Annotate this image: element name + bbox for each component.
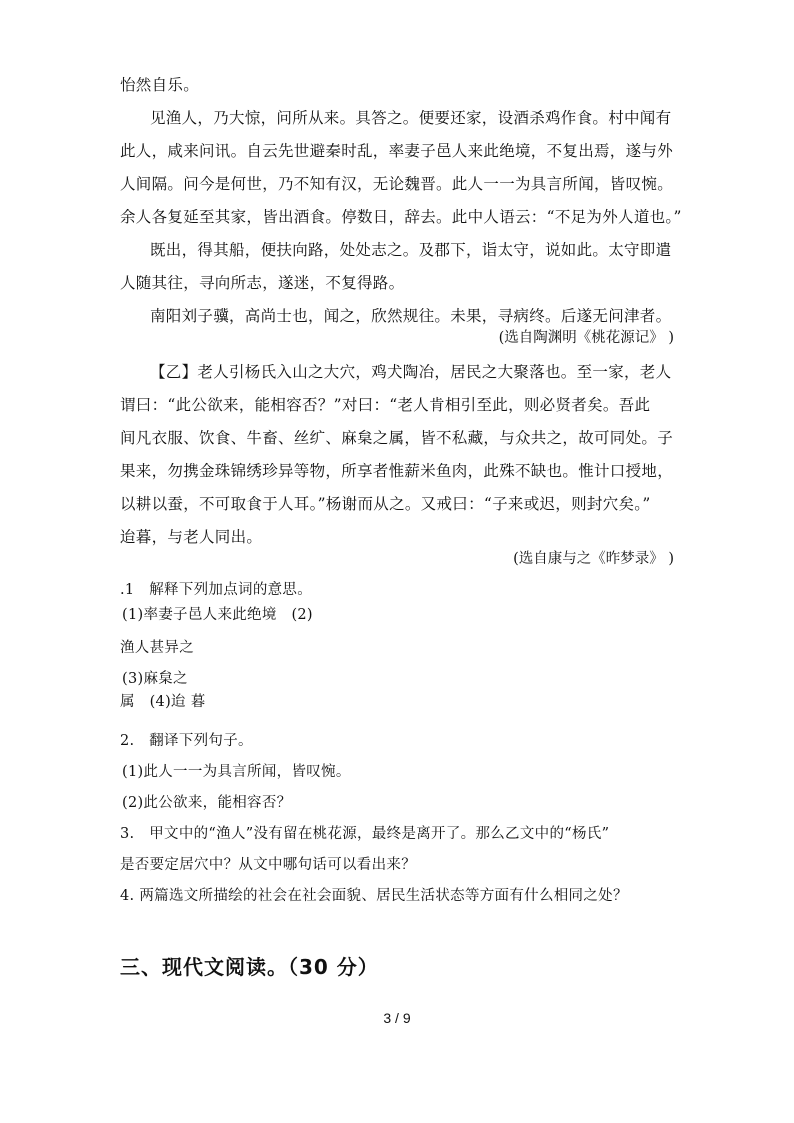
question-2-prompt: 2. 翻译下列句子。: [120, 733, 253, 749]
question-4-prompt: 4. 两篇选文所描绘的社会在社会面貌、居民生活状态等方面有什么相同之处？: [120, 888, 628, 904]
passage-jia-line-1: 怡然自乐。: [120, 76, 200, 94]
passage-yi-line-1: 【乙】老人引杨氏入山之大穴，鸡犬陶冶，居民之大聚落也。至一家，老人: [150, 363, 672, 381]
passage-jia-line-7: 人随其往，寻向所志，遂迷，不复得路。: [120, 274, 405, 292]
source-citation-yi: (选自康与之《昨梦录》 ): [513, 551, 674, 567]
section-heading: 三、现代文阅读。（30 分）: [120, 955, 379, 979]
passage-yi-line-3: 间凡衣服、饮食、牛畜、丝纩、麻枲之属，皆不私藏，与众共之，故可同处。子: [120, 429, 674, 447]
source-citation-jia: (选自陶渊明《桃花源记》 ): [498, 330, 674, 346]
question-1-item-2: 渔人甚异之: [120, 640, 194, 656]
question-2-item-2: (2)此公欲来，能相容否？: [122, 795, 292, 811]
passage-jia-line-5: 余人各复延至其家，皆出酒食。停数日，辞去。此中人语云：“不足为外人道也。”: [120, 208, 682, 226]
question-1-item-4: 属 (4)迨 暮: [120, 694, 206, 710]
question-1-item-1: (1)率妻子邑人来此绝境 (2): [122, 607, 313, 623]
passage-jia-line-4: 人间隔。问今是何世，乃不知有汉，无论魏晋。此人一一为具言所闻，皆叹惋。: [120, 175, 674, 193]
passage-jia-line-3: 此人，咸来问讯。自云先世避秦时乱，率妻子邑人来此绝境，不复出焉，遂与外: [120, 142, 674, 160]
question-2-item-1: (1)此人一一为具言所闻，皆叹惋。: [122, 764, 351, 780]
question-1-item-3: (3)麻枲之: [122, 671, 188, 687]
passage-yi-line-4: 果来，勿携金珠锦绣珍异等物，所享者惟薪米鱼肉，此殊不缺也。惟计口授地，: [120, 462, 674, 480]
question-1-prompt: .1 解释下列加点词的意思。: [120, 582, 313, 598]
passage-yi-line-5: 以耕以蚕，不可取食于人耳。”杨谢而从之。又戒曰：“子来或迟，则封穴矣。”: [120, 495, 651, 513]
passage-jia-line-2: 见渔人，乃大惊，问所从来。具答之。便要还家，设酒杀鸡作食。村中闻有: [150, 109, 672, 127]
page-number: 3 / 9: [383, 1010, 411, 1026]
question-3-line-1: 3. 甲文中的“渔人”没有留在桃花源，最终是离开了。那么乙文中的“杨氏”: [120, 826, 610, 842]
passage-jia-line-6: 既出，得其船，便扶向路，处处志之。及郡下，诣太守，说如此。太守即遣: [150, 241, 672, 259]
passage-jia-line-8: 南阳刘子骥，高尚士也，闻之，欣然规往。未果，寻病终。后遂无问津者。: [150, 307, 672, 325]
passage-yi-line-6: 迨暮，与老人同出。: [120, 528, 263, 546]
question-3-line-2: 是否要定居穴中？从文中哪句话可以看出来？: [120, 857, 416, 873]
passage-yi-line-2: 谓曰：“此公欲来，能相容否？”对曰：“老人肯相引至此，则必贤者矣。吾此: [120, 396, 651, 414]
